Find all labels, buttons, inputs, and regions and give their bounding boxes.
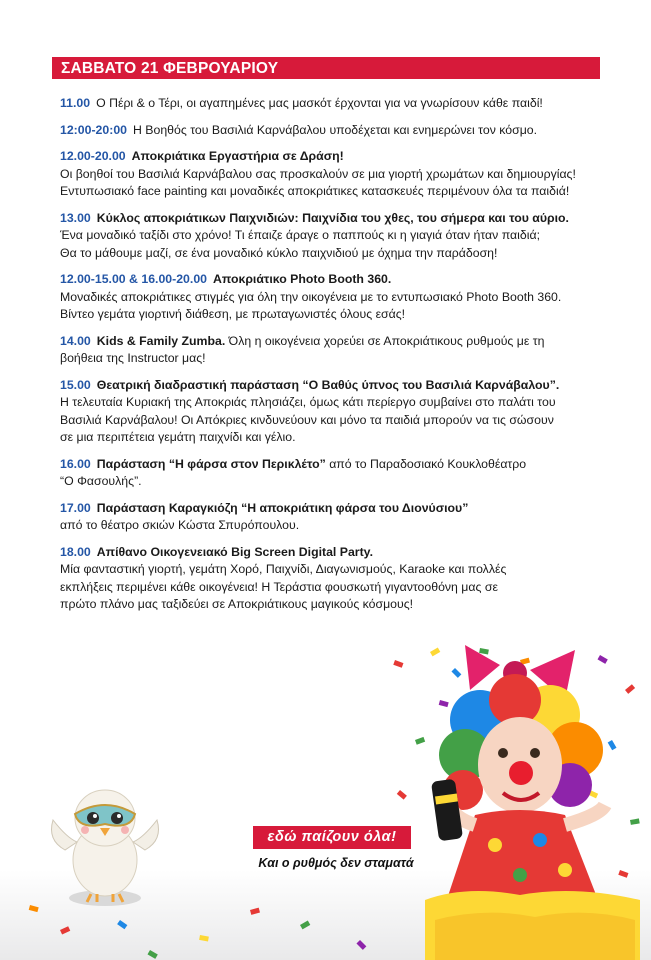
event-heading-line: [60, 271, 620, 289]
event-description-line: Ένα μοναδικό ταξίδι στο χρόνο! Τι έπαιζε άραγε ο παππούς κι η γιαγιά όταν ήταν παιδιά;: [60, 228, 540, 242]
event-heading-line: [60, 333, 620, 351]
event-heading-line: [60, 500, 620, 518]
event-description: Ο Πέρι & ο Τέρι, οι αγαπημένες μας μασκότ έρχονται για να γνωρίσουν κάθε παιδί!: [96, 96, 543, 110]
slogan-badge: [253, 826, 411, 849]
event-title: Απίθανο Οικογενειακό Big Screen Digital Party.: [96, 544, 374, 559]
event-time: 11.00: [60, 96, 91, 110]
confetti-piece: [356, 940, 366, 950]
event-description: Η Βοηθός του Βασιλιά Καρνάβαλου υποδέχεται και ενημερώνει τον κόσμο.: [133, 122, 538, 137]
confetti-piece: [199, 935, 209, 941]
event-title: Αποκριάτικο Photo Booth 360.: [213, 272, 392, 286]
event-item: [60, 271, 620, 324]
event-title: Παράσταση Καραγκιόζη “Η αποκριάτικη φάρσα του Διονύσιου”: [96, 500, 469, 515]
event-time: 12.00-20.00: [60, 149, 126, 163]
event-title: Κύκλος αποκριάτικων Παιχνιδιών: Παιχνίδια του χθες, του σήμερα και του αύριο.: [96, 210, 569, 225]
event-description-line: βοήθεια της Instructor μας!: [60, 351, 206, 365]
event-item: [60, 122, 620, 140]
confetti-piece: [300, 921, 310, 930]
owl-mascot-icon: [45, 780, 165, 910]
event-time: 17.00: [60, 500, 91, 515]
event-heading-line: [60, 456, 620, 474]
event-item: [60, 544, 620, 614]
event-description-line: Μοναδικές αποκριάτικες στιγμές για όλη την οικογένεια με το εντυπωσιακό Photo Booth 360.: [60, 289, 562, 304]
event-description-line: Θα το μάθουμε μαζί, σε ένα μοναδικό κύκλο παιχνιδιού με όχημα την παράδοση!: [60, 245, 498, 260]
event-item: [60, 333, 620, 368]
confetti-piece: [117, 920, 127, 929]
event-item: [60, 210, 620, 263]
event-item: [60, 377, 620, 447]
event-description-line: εκπλήξεις περιμένει κάθε οικογένεια! Η Τεράστια φουσκωτή γιγαντοοθόνη μας σε: [60, 579, 498, 594]
event-time: 12:00-20:00: [60, 122, 127, 137]
event-item: [60, 456, 620, 491]
event-item: [60, 500, 620, 535]
event-heading-line: [60, 95, 620, 113]
event-description-line: Βίντεο γεμάτα γιορτινή διάθεση, με πρωταγωνιστές όλους εσάς!: [60, 307, 406, 321]
event-description-line: Εντυπωσιακό face painting και μοναδικές αποκριάτικες κατασκευές περιμένουν όλα τα παιδιά!: [60, 184, 570, 198]
event-heading-line: [60, 148, 620, 166]
event-time: 13.00: [60, 210, 91, 225]
event-heading-line: [60, 377, 620, 395]
tagline: Και ο ρυθμός δεν σταματά: [258, 856, 414, 870]
event-item: [60, 148, 620, 201]
confetti-piece: [415, 737, 425, 745]
event-description-line: Βασιλιά Καρνάβαλου! Οι Απόκριες κινδυνεύουν και μόνο τα παιδιά μπορούν να τις σώσουν: [60, 412, 554, 427]
clown-girl-illustration: [425, 645, 640, 960]
event-heading-line: [60, 210, 620, 228]
confetti-piece: [250, 908, 260, 915]
confetti-piece: [60, 926, 70, 934]
event-title: Αποκριάτικα Εργαστήρια σε Δράση!: [131, 149, 344, 163]
event-description: Όλη η οικογένεια χορεύει σε Αποκριάτικους ρυθμούς με τη: [228, 333, 545, 348]
event-description: από το Παραδοσιακό Κουκλοθέατρο: [329, 456, 527, 471]
confetti-piece: [393, 660, 403, 668]
event-description-line: από το θέατρο σκιών Κώστα Σπυρόπουλου.: [60, 518, 300, 532]
confetti-piece: [148, 950, 158, 959]
event-heading-line: [60, 122, 620, 140]
event-description-line: Οι βοηθοί του Βασιλιά Καρνάβαλου σας προσκαλούν σε μια γιορτή χρωμάτων και δημιουργίας!: [60, 166, 576, 181]
event-title: Παράσταση “Η φάρσα στον Περικλέτο”: [96, 456, 326, 471]
event-time: 12.00-15.00 & 16.00-20.00: [60, 272, 207, 286]
page-title: ΣΑΒΒΑΤΟ 21 ΦΕΒΡΟΥΑΡΙΟΥ: [61, 60, 279, 77]
event-time: 15.00: [60, 377, 91, 392]
confetti-piece: [397, 790, 407, 800]
confetti-piece: [29, 905, 39, 912]
event-title: Kids & Family Zumba.: [96, 333, 226, 348]
event-time: 16.00: [60, 456, 91, 471]
slogan-text: εδώ παίζουν όλα!: [267, 829, 397, 845]
event-description-line: Μία φανταστική γιορτή, γεμάτη Χορό, Παιχνίδι, Διαγωνισμούς, Karaoke και πολλές: [60, 562, 507, 576]
event-list: [60, 95, 620, 623]
event-time: 18.00: [60, 544, 91, 559]
event-heading-line: [60, 544, 620, 562]
event-time: 14.00: [60, 333, 91, 348]
event-title: Θεατρική διαδραστική παράσταση “Ο Βαθύς ύπνος του Βασιλιά Καρνάβαλου”.: [96, 377, 560, 392]
event-description-line: σε μια περιπέτεια γεμάτη παιχνίδι και γέλιο.: [60, 430, 296, 444]
event-description-line: πρώτο πλάνο μας ταξιδεύει σε Αποκριάτικους μαγικούς κόσμους!: [60, 597, 414, 611]
event-item: [60, 95, 620, 113]
header-bar: [52, 57, 600, 79]
event-description-line: Η τελευταία Κυριακή της Αποκριάς πλησιάζει, όμως κάτι περίεργο συμβαίνει στο παλάτι του: [60, 395, 556, 409]
event-description-line: “Ο Φασουλής”.: [60, 474, 142, 488]
